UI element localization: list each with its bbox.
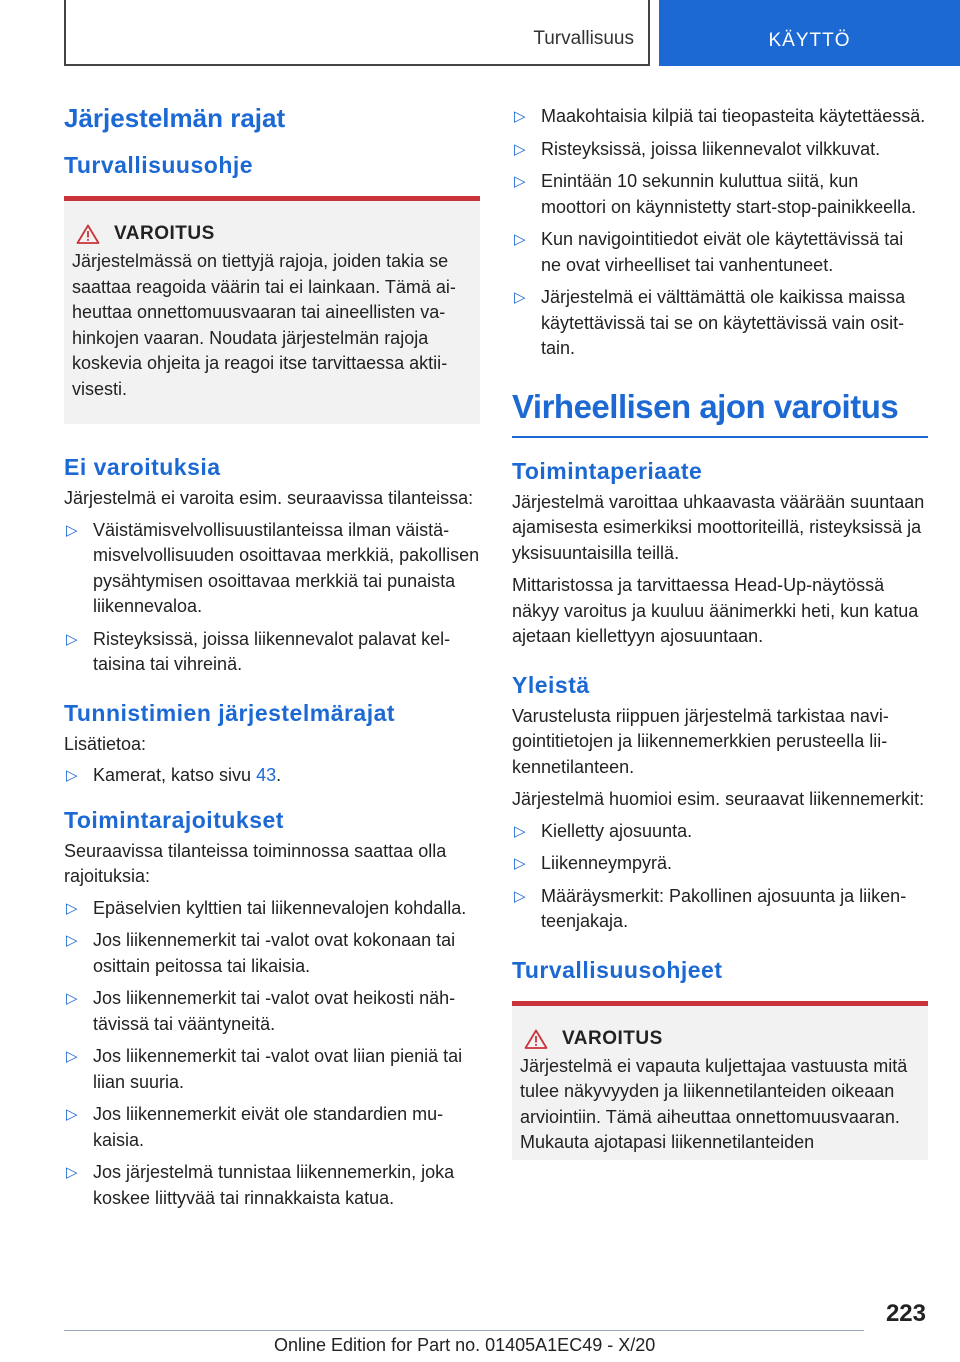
warning-triangle-icon — [76, 224, 100, 244]
page-number: 223 — [885, 1300, 926, 1327]
paragraph: Järjestelmä ei varoita esim. seuraavissa tilanteissa: — [64, 488, 474, 508]
bullet-list — [64, 896, 480, 1212]
bullet-list — [64, 763, 480, 789]
bullet-arrow-icon: ▷ — [66, 767, 78, 784]
paragraph: Varustelusta riippuen järjestelmä tarkistaa navigointitietojen ja liikennemerkkien perusteella liikennetilanteen. — [512, 705, 889, 777]
bullet-arrow-icon: ▷ — [66, 1106, 78, 1123]
paragraph: Järjestelmä huomioi esim. seuraavat liikennemerkit: — [512, 789, 925, 809]
header-section-box — [64, 0, 650, 66]
warning-text: Järjestelmä ei vapauta kuljettajaa vastuusta mitä tulee näkyvyyden ja liikennetilanteiden oikeaan arviointiin. Tämä aiheuttaa onnettomuusvaaran. Mukauta ajotapasi liikennetilanteiden — [520, 1055, 908, 1152]
header-chapter-tab[interactable] — [659, 0, 960, 66]
list-item: ▷ Järjestelmä ei välttämättä ole kaikissa maissa käytettävissä tai se on käytettävissä vain osittain. — [514, 287, 906, 358]
header-section-title: Turvallisuus — [533, 28, 634, 49]
subheading-operating-principle: Toimintaperiaate — [512, 457, 703, 484]
page-link[interactable]: 43 — [256, 765, 277, 785]
warning-label: VAROITUS — [562, 1027, 663, 1049]
list-item: ▷ Määräysmerkit: Pakollinen ajosuunta ja liikenteenjakaja. — [514, 885, 907, 931]
subheading-safety-note: Turvallisuusohje — [64, 152, 254, 178]
subheading-no-warnings: Ei varoituksia — [64, 454, 221, 480]
bullet-arrow-icon: ▷ — [66, 521, 78, 539]
footer-divider — [64, 1330, 864, 1331]
list-item: ▷ Kielletty ajosuunta. — [512, 819, 928, 845]
warning-header — [76, 223, 472, 245]
bullet-arrow-icon: ▷ — [514, 289, 526, 306]
list-item: ▷ Väistämisvelvollisuustilanteissa ilman väistämisvelvollisuuden osoittavaa merkkiä, pakollisen pysähtymisen osoittavaa merkkiä tai punaista liikennevaloa. — [66, 519, 480, 616]
paragraph: Lisätietoa: — [64, 733, 147, 754]
bullet-arrow-icon: ▷ — [514, 173, 526, 190]
section-title-system-limits: Järjestelmän rajat — [64, 103, 286, 133]
bullet-arrow-icon: ▷ — [514, 231, 526, 248]
list-item: ▷ Enintään 10 sekunnin kuluttua siitä, kun moottori on käynnistetty start-stop-painikkeella. — [514, 171, 917, 217]
warning-box — [64, 196, 480, 424]
bullet-arrow-icon: ▷ — [514, 855, 526, 872]
list-item: ▷ Jos liikennemerkit eivät ole standardien mukaisia. — [66, 1104, 444, 1150]
list-item: ▷ Epäselvien kylttien tai liikennevalojen kohdalla. — [64, 896, 480, 922]
header-chapter-label: KÄYTTÖ — [768, 30, 851, 51]
list-item: ▷ Risteyksissä, joissa liikennevalot palavat keltaisina tai vihreinä. — [66, 628, 451, 674]
paragraph: Seuraavissa tilanteissa toiminnossa saattaa olla rajoituksia: — [64, 840, 447, 886]
list-item: ▷ Liikenneympyrä. — [512, 851, 928, 877]
warning-box — [512, 1001, 928, 1160]
subheading-general: Yleistä — [512, 671, 590, 698]
warning-triangle-icon — [524, 1029, 548, 1049]
list-item: ▷ Kun navigointitiedot eivät ole käytettävissä tai ne ovat virheelliset tai vanhentuneet. — [514, 229, 904, 275]
bullet-arrow-icon: ▷ — [514, 822, 526, 840]
list-item: ▷ Jos liikennemerkit tai -valot ovat heikosti nähtävissä tai vääntyneitä. — [66, 988, 456, 1034]
paragraph: Mittaristossa ja tarvittaessa Head-Up-näytössä näkyy varoitus ja kuuluu äänimerkki heti, kun katua ajetaan kiellettyyn ajosuuntaan. — [512, 575, 919, 646]
bullet-arrow-icon: ▷ — [66, 899, 78, 917]
bullet-arrow-icon: ▷ — [514, 887, 526, 905]
bullet-arrow-icon: ▷ — [66, 1048, 78, 1065]
bullet-arrow-icon: ▷ — [66, 932, 78, 949]
warning-text: Järjestelmässä on tiettyjä rajoja, joiden takia se saattaa reagoida väärin tai ei lainkaan. Tämä aiheuttaa onnettomuusvaaran tai aineellisten vahinkojen vaaran. Noudata järjestelmän rajoja koskevia ohjeita ja reagoi itse tarvittaessa aktiivisesti. — [72, 251, 456, 399]
section-title-wrong-way-warning: Virheellisen ajon varoitus — [512, 386, 928, 438]
list-item: ▷ Jos järjestelmä tunnistaa liikennemerkin, joka koskee liittyvää tai rinnakkaista katua. — [66, 1162, 455, 1208]
bullet-arrow-icon: ▷ — [514, 108, 526, 125]
list-item: ▷ Jos liikennemerkit tai -valot ovat kokonaan tai osittain peitossa tai likaisia. — [66, 930, 456, 976]
bullet-arrow-icon: ▷ — [66, 630, 78, 648]
list-item: ▷ Kamerat, katso sivu 43. — [64, 763, 480, 789]
subheading-function-limits: Toimintarajoitukset — [64, 806, 284, 833]
list-item: ▷ Risteyksissä, joissa liikennevalot vilkkuvat. — [512, 137, 928, 163]
warning-label: VAROITUS — [114, 223, 215, 244]
subheading-sensor-limits: Tunnistimien järjestelmärajat — [64, 699, 396, 726]
list-item: ▷ Jos liikennemerkit tai -valot ovat liian pieniä tai liian suuria. — [66, 1046, 463, 1092]
subheading-safety-notes: Turvallisuusohjeet — [512, 956, 723, 983]
left-column — [64, 100, 480, 1218]
bullet-arrow-icon: ▷ — [66, 1164, 78, 1181]
footer-edition: Online Edition for Part no. 01405A1EC49 - X/20 — [274, 1335, 656, 1355]
paragraph: Järjestelmä varoittaa uhkaavasta väärään suuntaan ajamisesta esimerkiksi moottoriteillä, risteyksissä ja yksisuuntaisilla teillä. — [512, 491, 925, 563]
bullet-arrow-icon: ▷ — [66, 990, 78, 1007]
list-item: ▷ Maakohtaisia kilpiä tai tieopasteita käytettäessä. — [512, 104, 928, 130]
bullet-list — [512, 104, 928, 362]
warning-header — [524, 1028, 920, 1050]
bullet-list — [64, 518, 480, 678]
bullet-list — [512, 819, 928, 935]
bullet-arrow-icon: ▷ — [514, 140, 526, 158]
right-column — [512, 104, 928, 1160]
